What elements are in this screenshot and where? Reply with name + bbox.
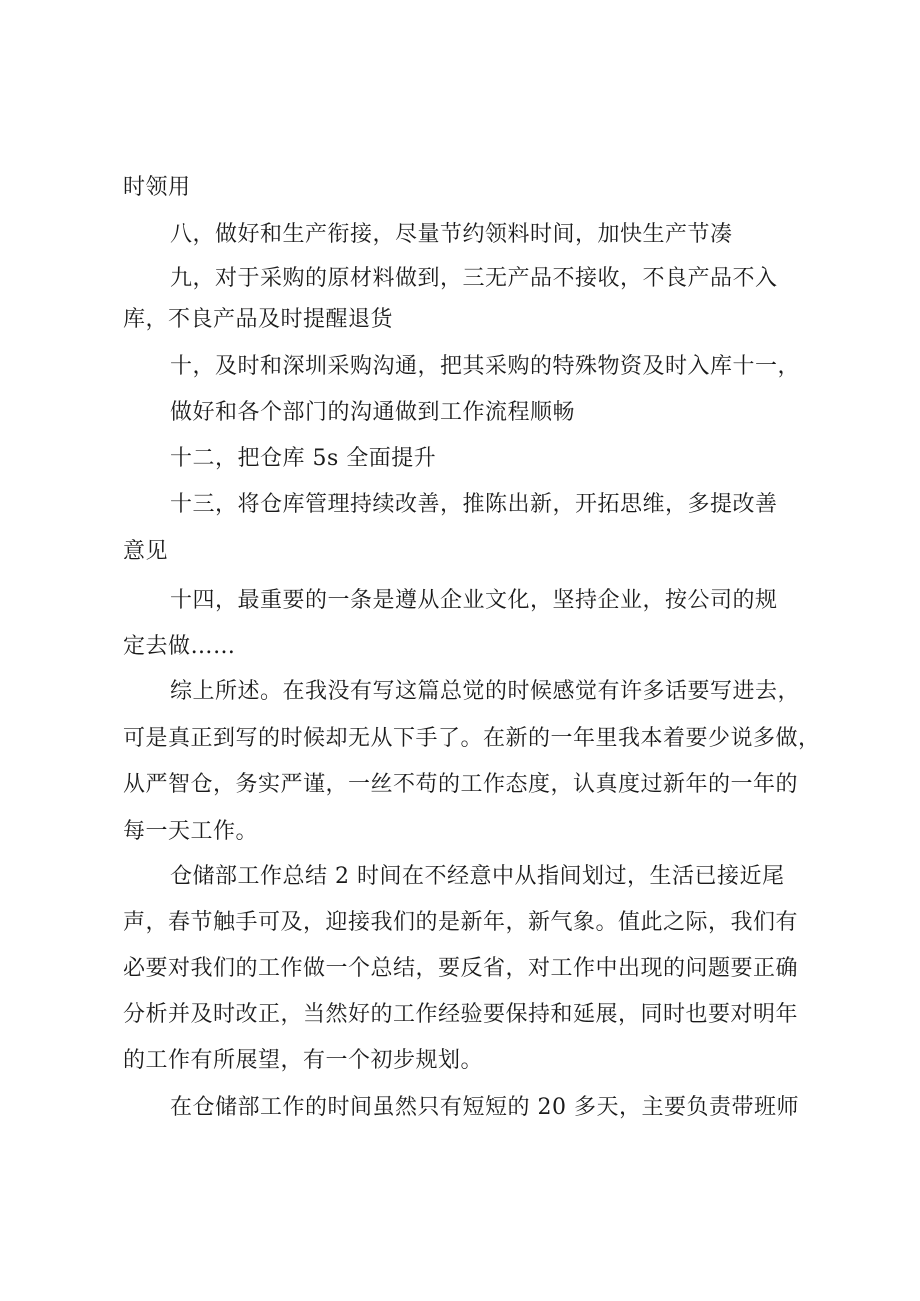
text-line: 十四，最重要的一条是遵从企业文化，坚持企业，按公司的规 <box>170 588 778 613</box>
text-line: 时领用 <box>123 175 191 200</box>
text-line: 的工作有所展望，有一个初步规划。 <box>123 1048 484 1073</box>
text-line: 综上所述。在我没有写这篇总觉的时候感觉有许多话要写进去， <box>170 679 801 704</box>
text-line: 九，对于采购的原材料做到，三无产品不接收，不良产品不入 <box>170 266 778 291</box>
text-line: 分析并及时改正，当然好的工作经验要保持和延展，同时也要对明年 <box>123 1002 799 1027</box>
text-line: 做好和各个部门的沟通做到工作流程顺畅 <box>170 400 576 425</box>
text-line: 十三，将仓库管理持续改善，推陈出新，开拓思维，多提改善 <box>170 492 778 517</box>
text-line: 可是真正到写的时候却无从下手了。在新的一年里我本着要少说多做， <box>123 726 821 751</box>
text-line: 意见 <box>123 539 169 564</box>
text-line: 声，春节触手可及，迎接我们的是新年，新气象。值此之际，我们有 <box>123 910 799 935</box>
text-line: 库，不良产品及时提醒退货 <box>123 307 394 332</box>
text-line: 在仓储部工作的时间虽然只有短短的 20 多天，主要负责带班师 <box>170 1095 799 1120</box>
text-line: 十，及时和深圳采购沟通，把其采购的特殊物资及时入库十一， <box>170 354 801 379</box>
text-line: 每一天工作。 <box>123 819 259 844</box>
text-line: 必要对我们的工作做一个总结，要反省，对工作中出现的问题要正确 <box>123 956 799 981</box>
text-line: 仓储部工作总结 2 时间在不经意中从指间划过，生活已接近尾 <box>170 864 785 889</box>
text-line: 十二，把仓库 5s 全面提升 <box>170 446 437 471</box>
text-line: 八，做好和生产衔接，尽量节约领料时间，加快生产节凑 <box>170 222 733 247</box>
text-line: 定去做…… <box>123 634 236 659</box>
text-line: 从严智仓，务实严谨，一丝不苟的工作态度，认真度过新年的一年的 <box>123 772 799 797</box>
